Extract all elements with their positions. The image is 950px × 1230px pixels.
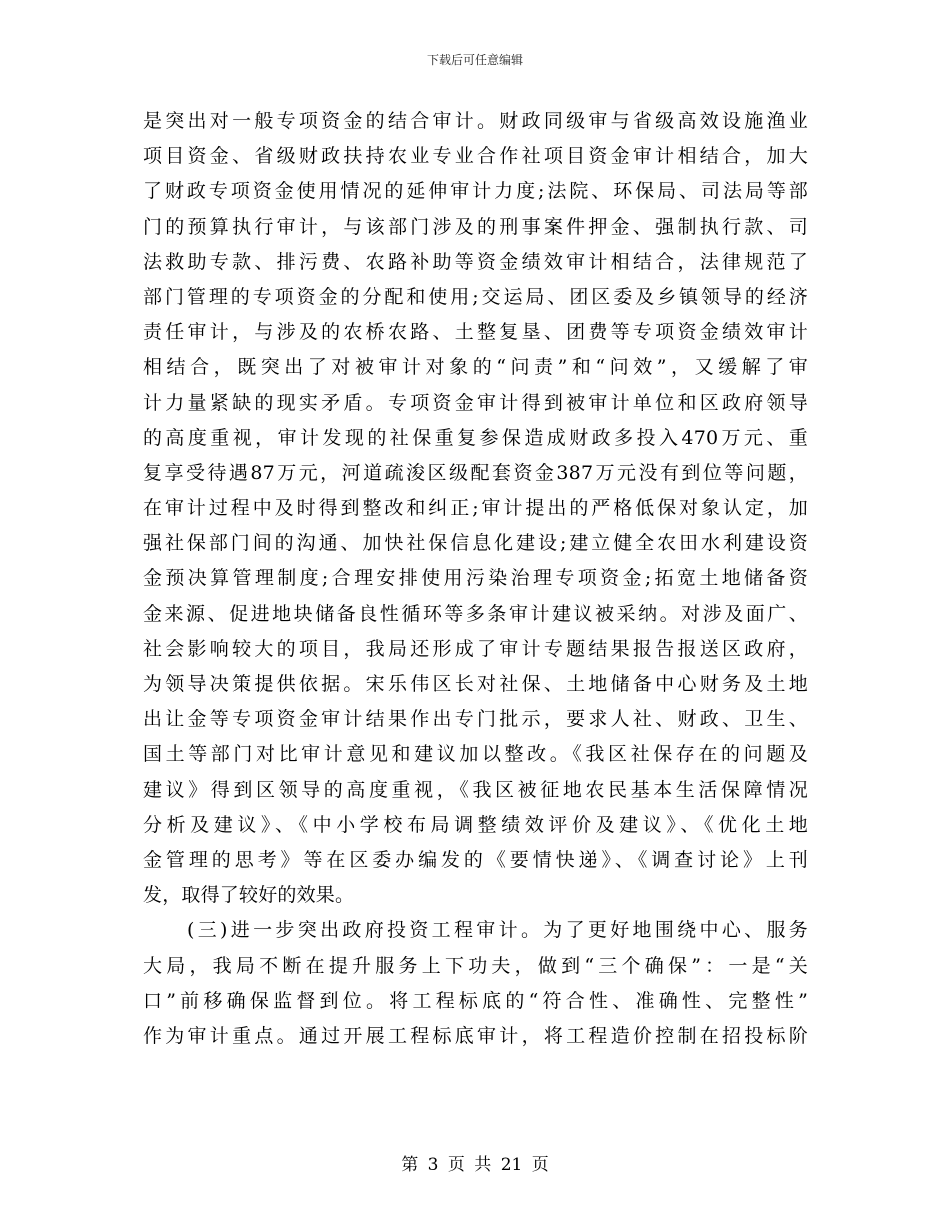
document-body [143,104,808,1054]
text-line: 计力量紧缺的现实矛盾。专项资金审计得到被审计单位和区政府领导 [143,391,808,414]
page-header: 下载后可任意编辑 [426,53,523,67]
text-line: 了财政专项资金使用情况的延伸审计力度;法院、环保局、司法局等部 [143,180,808,203]
text-line: 金管理的思考》等在区委办编发的《要情快递》、《调查讨论》上刊 [143,848,808,871]
text-line: 责任审计，与涉及的农桥农路、土整复垦、团费等专项资金绩效审计 [143,321,808,344]
text-line: 强社保部门间的沟通、加快社保信息化建设;建立健全农田水利建设资 [143,532,808,555]
text-line: 作为审计重点。通过开展工程标底审计，将工程造价控制在招投标阶 [143,1024,808,1047]
text-line: 在审计过程中及时得到整改和纠正;审计提出的严格低保对象认定，加 [143,497,808,520]
page-footer: 第 3 页 共 21 页 [401,1155,549,1175]
text-line: 出让金等专项资金审计结果作出专门批示，要求人社、财政、卫生、 [143,708,808,731]
text-line: 的高度重视，审计发现的社保重复参保造成财政多投入470万元、重 [143,426,808,449]
text-line: 国土等部门对比审计意见和建议加以整改。《我区社保存在的问题及 [143,743,808,766]
text-line: 口”前移确保监督到位。将工程标底的“符合性、准确性、完整性” [143,989,808,1012]
text-line: 金来源、促进地块储备良性循环等多条审计建议被采纳。对涉及面广、 [143,602,808,625]
text-line: 大局，我局不断在提升服务上下功夫，做到“三个确保”：一是“关 [143,954,808,977]
text-line: 发，取得了较好的效果。 [143,884,355,907]
text-line: 分析及建议》、《中小学校布局调整绩效评价及建议》、《优化土地 [143,813,808,836]
text-line: 建议》得到区领导的高度重视，《我区被征地农民基本生活保障情况 [143,778,808,801]
text-line: 金预决算管理制度;合理安排使用污染治理专项资金;拓宽土地储备资 [143,567,808,590]
text-line: 相结合，既突出了对被审计对象的“问责”和“问效”，又缓解了审 [143,356,808,379]
text-line: 法救助专款、排污费、农路补助等资金绩效审计相结合，法律规范了 [143,250,808,273]
text-line: 门的预算执行审计，与该部门涉及的刑事案件押金、强制执行款、司 [143,215,808,238]
text-line: 部门管理的专项资金的分配和使用;交运局、团区委及乡镇领导的经济 [143,285,808,308]
text-line: 项目资金、省级财政扶持农业专业合作社项目资金审计相结合，加大 [143,145,808,168]
text-line: 为领导决策提供依据。宋乐伟区长对社保、土地储备中心财务及土地 [143,673,808,695]
text-line: 复享受待遇87万元，河道疏浚区级配套资金387万元没有到位等问题， [143,461,808,484]
text-line: 社会影响较大的项目，我局还形成了审计专题结果报告报送区政府， [143,637,808,660]
text-line: 是突出对一般专项资金的结合审计。财政同级审与省级高效设施渔业 [143,110,808,132]
section-heading-line: (三)进一步突出政府投资工程审计。为了更好地围绕中心、服务 [187,919,808,942]
